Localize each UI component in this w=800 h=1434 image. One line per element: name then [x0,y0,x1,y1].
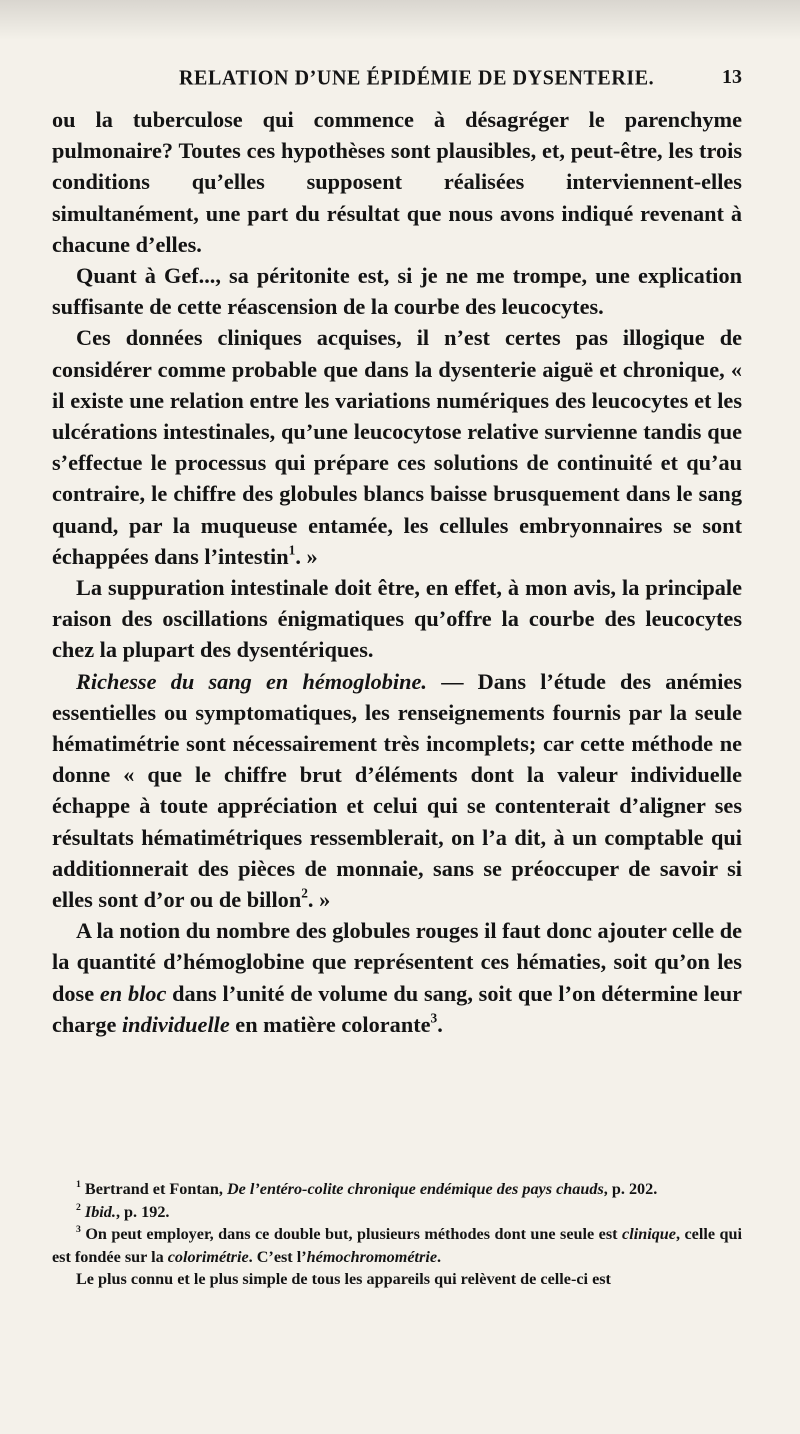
footnotes [52,1178,742,1291]
footnote-1-number: 1 [76,1179,81,1191]
footnote-ref-3: 3 [430,1010,438,1026]
running-head [52,66,742,94]
footnote-1-page: , p. 202. [603,1180,658,1198]
body-text [52,104,742,1040]
paragraph-5-end: . » [307,887,331,913]
footnote-3-c: . C’est l’ [248,1247,307,1266]
footnote-3-d: . [437,1247,442,1266]
footnote-3-a: On peut employer, dans ce double but, plusieurs méthodes dont une seule est [80,1225,623,1243]
footnote-ref-2: 2 [301,885,308,901]
page-number: 13 [722,66,742,88]
footnote-3-italic-clinique: clinique [622,1225,676,1243]
footnote-2-page: , p. 192. [115,1202,170,1221]
paragraph-6-b: dans l’unité de volume du sang, soit que l’on détermine leur charge [52,980,742,1037]
footnote-3 [52,1223,742,1268]
footnote-continuation: Le plus connu et le plus simple de tous les appareils qui relèvent de celle-ci est [76,1270,611,1288]
paragraph-3-text: Ces données cliniques acquises, il n’est certes pas illogique de considérer comme probable que dans la dysenterie aiguë et chronique, « il existe une relation entre les variations numériques des leucocytes et les ulcérations intestinales, qu’une leucocytose relative survienne tandis que s’effectue le processus qui prépare ces solutions de continuité et qu’au contraire, le chiffre des globules blancs baisse brusquement dans le sang quand, par la muqueuse entamée, les cellules embryonnaires se sont échappées dans l’intestin [52,325,742,569]
paragraph-3 [52,322,742,572]
footnote-3-number: 3 [76,1224,81,1236]
footnote-1-authors: Bertrand et Fontan, [80,1180,227,1198]
section-heading-hemoglobine: Richesse du sang en hémoglobine. [76,668,427,694]
paragraph-2: Quant à Gef..., sa péritonite est, si je ne me trompe, une explication suffisante de cette réascension de la courbe des leucocytes. [52,263,742,320]
footnote-3-italic-hemochromometrie: hémochromométrie [306,1247,438,1266]
footnote-ref-1: 1 [288,542,296,558]
paragraph-1: ou la tuberculose qui commence à désagréger le parenchyme pulmonaire? Toutes ces hypothèses sont plausibles, et, peut-être, les trois conditions qu’elles supposent réalisées interviennent-elles simultanément, une part du résultat que nous avons indiqué revenant à chacune d’elles. [52,107,742,257]
paragraph-5-text: — Dans l’étude des anémies essentielles ou symptomatiques, les renseignements fournis par la seule hématimétrie sont nécessairement très incomplets; car cette méthode ne donne « que le chiffre brut d’éléments dont la valeur individuelle échappe à toute appréciation et celui qui se contenterait d’aligner ses résultats hématimétriques ressemblerait, on l’a dit, à un comptable qui additionnerait des pièces de monnaie, sans se préoccuper de savoir si elles sont d’or ou de billon [52,668,742,913]
footnote-1 [52,1178,742,1201]
footnote-2-number: 2 [76,1201,81,1213]
footnote-3-italic-colorimetrie: colorimétrie [167,1247,249,1266]
paragraph-6-end: . [437,1011,443,1037]
footnote-2 [52,1201,742,1224]
footnote-2-ibid: Ibid. [80,1202,116,1221]
footnote-3-b: , celle qui est fondée sur la [52,1225,742,1266]
paragraph-6-c: en matière colorante [229,1011,431,1037]
paragraph-6-a: A la notion du nombre des globules rouges il faut donc ajouter celle de la quantité d’hémoglobine que représentent ces hématies, soit qu’on les dose [52,918,742,1006]
paragraph-6-italic-en-bloc: en bloc [99,980,167,1006]
running-title: RELATION D’UNE ÉPIDÉMIE DE DYSENTERIE. [179,66,655,90]
paragraph-6 [52,915,742,1040]
paragraph-3-end: . » [295,543,318,569]
paragraph-4: La suppuration intestinale doit être, en effet, à mon avis, la principale raison des oscillations énigmatiques qu’offre la courbe des leucocytes chez la plupart des dysentériques. [52,575,742,663]
footnote-1-work-title: De l’entéro-colite chronique endémique des pays chauds [226,1180,604,1198]
paragraph-5 [52,666,742,916]
paragraph-6-italic-individuelle: individuelle [121,1011,230,1037]
